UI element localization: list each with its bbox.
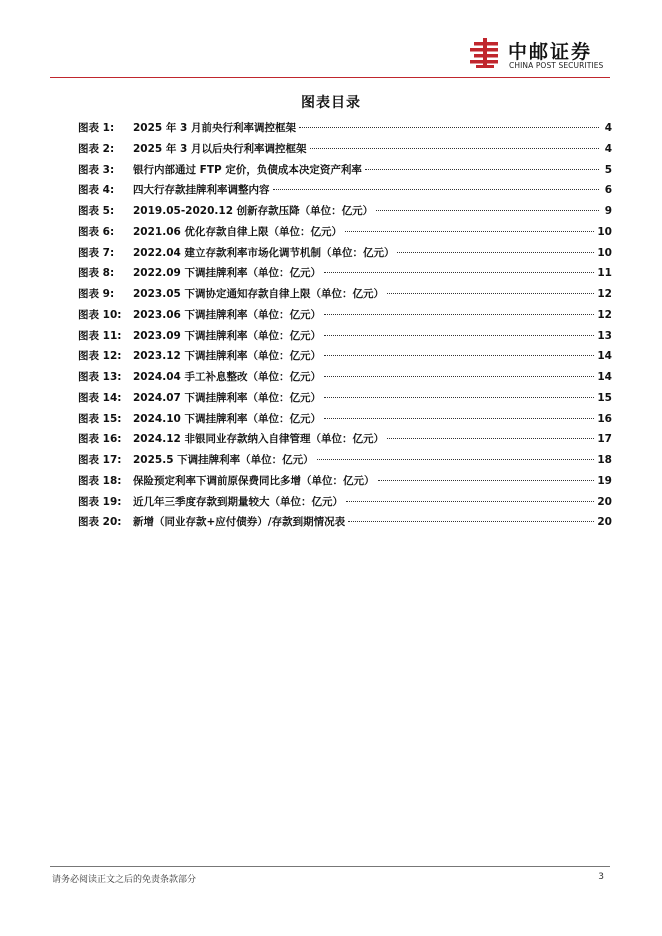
toc-entry[interactable] xyxy=(78,411,612,432)
header-divider xyxy=(50,77,610,78)
toc-entry-label: 图表 16: xyxy=(78,433,122,446)
toc-entry-label: 图表 1: xyxy=(78,122,115,134)
toc-entry-page: 12 xyxy=(597,288,612,300)
toc-dot-leader xyxy=(348,521,594,522)
toc-entry-page: 6 xyxy=(604,184,612,197)
toc-entry[interactable] xyxy=(78,162,612,183)
toc-dot-leader xyxy=(324,376,594,377)
toc-entry-title: 2024.07 下调挂牌利率（单位：亿元） xyxy=(133,391,321,404)
toc-entry-title: 2023.12 下调挂牌利率（单位：亿元） xyxy=(133,350,321,363)
toc-entry-page: 12 xyxy=(597,308,612,321)
toc-entry-title: 2019.05-2020.12 创新存款压降（单位：亿元） xyxy=(133,205,374,217)
toc-entry-page: 16 xyxy=(597,412,612,425)
toc-entry-title: 四大行存款挂牌利率调整内容 xyxy=(133,184,270,197)
toc-entry-page: 4 xyxy=(604,122,612,134)
toc-entry-title: 2023.05 下调协定通知存款自律上限（单位：亿元） xyxy=(133,288,384,300)
toc-dot-leader xyxy=(346,501,594,502)
toc-entry[interactable] xyxy=(78,348,612,369)
toc-entry[interactable] xyxy=(78,431,612,452)
toc-entry-title: 2025.5 下调挂牌利率（单位：亿元） xyxy=(133,454,314,466)
toc-entry[interactable] xyxy=(78,224,612,245)
toc-entry-title: 2024.12 非银同业存款纳入自律管理（单位：亿元） xyxy=(133,433,384,446)
footer-disclaimer: 请务必阅读正文之后的免责条款部分 xyxy=(52,875,197,885)
toc-entry-title: 银行内部通过 FTP 定价，负债成本决定资产利率 xyxy=(133,163,362,176)
toc-entry[interactable] xyxy=(78,245,612,266)
toc-dot-leader xyxy=(387,438,594,439)
toc-entry-label: 图表 9: xyxy=(78,288,115,300)
toc-entry-label: 图表 3: xyxy=(78,163,115,176)
toc-entry-page: 9 xyxy=(604,205,612,217)
toc-entry-label: 图表 12: xyxy=(78,350,122,363)
toc-entry-page: 10 xyxy=(597,246,612,259)
toc-entry-label: 图表 4: xyxy=(78,184,115,197)
toc-dot-leader xyxy=(397,252,594,253)
toc-entry-page: 14 xyxy=(597,371,612,383)
toc-entry[interactable] xyxy=(78,182,612,203)
toc-entry-title: 新增（同业存款+应付债券）/存款到期情况表 xyxy=(133,516,346,529)
toc-entry-title: 2023.06 下调挂牌利率（单位：亿元） xyxy=(133,308,321,321)
toc-entry-title: 保险预定利率下调前原保费同比多增（单位：亿元） xyxy=(133,474,375,487)
toc-dot-leader xyxy=(376,210,599,211)
toc-entry-page: 20 xyxy=(597,516,612,529)
toc-entry-label: 图表 14: xyxy=(78,391,122,404)
brand-logo xyxy=(468,36,608,76)
toc-entry-title: 2025 年 3 月前央行利率调控框架 xyxy=(133,122,296,134)
toc-entry-label: 图表 7: xyxy=(78,246,115,259)
toc-title: 图表目录 xyxy=(301,95,361,111)
toc-entry-title: 2023.09 下调挂牌利率（单位：亿元） xyxy=(133,329,321,342)
toc-entry-label: 图表 17: xyxy=(78,454,122,466)
toc-entry-label: 图表 8: xyxy=(78,267,115,280)
toc-entry[interactable] xyxy=(78,120,612,141)
toc-entry-title: 2024.04 手工补息整改（单位：亿元） xyxy=(133,371,321,383)
toc-dot-leader xyxy=(378,480,595,481)
toc-entry-page: 4 xyxy=(604,142,612,155)
toc-entry-label: 图表 10: xyxy=(78,308,122,321)
page-header xyxy=(0,0,662,80)
toc-entry-label: 图表 13: xyxy=(78,371,122,383)
toc-dot-leader xyxy=(273,189,600,190)
toc-dot-leader xyxy=(317,459,595,460)
toc-entry[interactable] xyxy=(78,203,612,224)
toc-entry-label: 图表 11: xyxy=(78,329,122,342)
brand-name-en: CHINA POST SECURITIES xyxy=(509,61,604,70)
toc-dot-leader xyxy=(324,355,594,356)
toc-entry-title: 2021.06 优化存款自律上限（单位：亿元） xyxy=(133,225,342,238)
toc-entry[interactable] xyxy=(78,307,612,328)
toc-entry[interactable] xyxy=(78,494,612,515)
toc-entry-title: 2024.10 下调挂牌利率（单位：亿元） xyxy=(133,412,321,425)
toc-dot-leader xyxy=(387,293,594,294)
toc-dot-leader xyxy=(324,418,594,419)
toc-entry-page: 5 xyxy=(604,163,612,176)
toc-dot-leader xyxy=(324,314,594,315)
toc-entry-title: 近几年三季度存款到期量较大（单位：亿元） xyxy=(133,495,343,508)
toc-entry-label: 图表 5: xyxy=(78,205,115,217)
toc-entry-page: 19 xyxy=(597,474,612,487)
footer-divider xyxy=(50,866,610,867)
toc-dot-leader xyxy=(345,231,594,232)
toc-entry[interactable] xyxy=(78,390,612,411)
toc-entry[interactable] xyxy=(78,452,612,473)
toc-entry-page: 11 xyxy=(597,267,612,280)
toc-entry-page: 20 xyxy=(597,495,612,508)
footer-page-number: 3 xyxy=(598,872,604,882)
toc-entry-label: 图表 19: xyxy=(78,495,122,508)
toc-entry-label: 图表 2: xyxy=(78,142,115,155)
toc-entry-label: 图表 20: xyxy=(78,516,122,529)
brand-name-cn: 中邮证券 xyxy=(508,41,593,63)
toc-entry-title: 2022.04 建立存款利率市场化调节机制（单位：亿元） xyxy=(133,246,395,259)
toc-entry-page: 13 xyxy=(597,329,612,342)
toc-entry[interactable] xyxy=(78,265,612,286)
toc-dot-leader xyxy=(324,397,594,398)
toc-entry-page: 15 xyxy=(597,391,612,404)
toc-entry-label: 图表 15: xyxy=(78,412,122,425)
toc-dot-leader xyxy=(310,148,600,149)
figure-table-of-contents xyxy=(78,120,612,535)
toc-entry[interactable] xyxy=(78,473,612,494)
china-post-logo-icon xyxy=(468,36,502,70)
toc-dot-leader xyxy=(365,169,599,170)
toc-entry[interactable] xyxy=(78,514,612,535)
toc-entry[interactable] xyxy=(78,328,612,349)
toc-dot-leader xyxy=(324,272,594,273)
toc-entry-page: 14 xyxy=(597,350,612,363)
toc-entry-page: 10 xyxy=(597,225,612,238)
toc-entry-page: 18 xyxy=(597,454,612,466)
toc-entry[interactable] xyxy=(78,141,612,162)
toc-dot-leader xyxy=(324,335,594,336)
toc-entry-page: 17 xyxy=(597,433,612,446)
toc-entry-label: 图表 18: xyxy=(78,474,122,487)
toc-dot-leader xyxy=(299,127,599,128)
toc-entry[interactable] xyxy=(78,286,612,307)
toc-entry-title: 2022.09 下调挂牌利率（单位：亿元） xyxy=(133,267,321,280)
toc-entry-label: 图表 6: xyxy=(78,225,115,238)
toc-entry[interactable] xyxy=(78,369,612,390)
toc-entry-title: 2025 年 3 月以后央行利率调控框架 xyxy=(133,142,307,155)
